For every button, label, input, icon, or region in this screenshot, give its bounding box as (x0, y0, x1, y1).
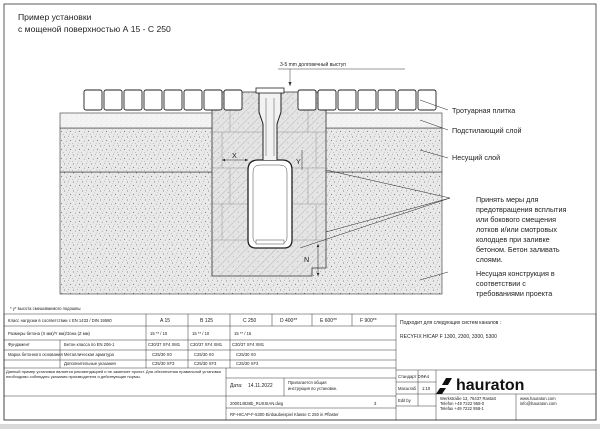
disclaimer-text: Данный пример установки является рекомендацией и не заменяет проект. Для обеспечения правильной установки необходимо соблюдать указания производителя и действующие нормы. (6, 369, 221, 379)
row-other-label: Дополнительные указания (64, 361, 116, 366)
title-line-2: с мощеной поверхностью А 15 - С 250 (18, 24, 171, 34)
date-value: 14.11.2022 (248, 383, 273, 389)
concrete-note-5: колодцев при заливке (476, 235, 550, 244)
class-d400: D 400** (280, 318, 298, 324)
brand-address-5: info@hauraton.com (520, 401, 557, 406)
applicable-heading: Подходит для следующих систем каналов : (400, 320, 502, 326)
class-e600: E 600** (320, 318, 337, 324)
bar-c250: C25/30 XF3 (236, 361, 259, 366)
concrete-note-4: лотков и/или смотровых (476, 225, 557, 234)
concrete-note-3: или бокового смещения (476, 215, 556, 224)
dims-a15: 15 ** / 10 (150, 331, 168, 336)
brand-address-3: Telefax +49 7222 958-1 (440, 406, 484, 411)
concrete-note-6: бетоном. Бетон заливать (476, 245, 560, 254)
concrete-note-2: предотвращения всплытия (476, 205, 567, 214)
dim-y-label: Y (296, 157, 301, 166)
drawing-name: RF-HICAP-F-5300 Einbaubeispiel Klasse C 250 in Pflaster (230, 412, 339, 417)
standard-label: Стандарт DIN (398, 374, 425, 379)
date-label: Дата: (230, 383, 243, 389)
brand-address-4: www.hauraton.com (520, 396, 556, 401)
standard-value: A4 (424, 374, 430, 379)
dims-b125: 15 ** / 10 (192, 331, 210, 336)
foundation-note-3: требованиями проекта (476, 289, 553, 298)
channel-grate (256, 88, 284, 93)
dims-head-label: Фундамент (8, 342, 30, 347)
author-label: Edit by (398, 398, 411, 403)
bar-a15: C25/30 XF3 (152, 361, 175, 366)
concrete-a15: C30/37 XF4 XM1 (148, 342, 181, 347)
brand-address-2: Telefon +49 7222 958-0 (440, 401, 485, 406)
concrete-b125: C30/37 XF4 XM1 (190, 342, 223, 347)
sheet-number: 3 (374, 401, 377, 406)
reinf-b125: C25/30 X0 (194, 352, 214, 357)
concrete-note-7: слоями. (476, 255, 503, 264)
row-bar-label: Металлическая арматура (64, 352, 114, 357)
class-b125: B 125 (200, 318, 214, 324)
label-base: Несущий слой (452, 153, 501, 162)
label-bedding: Подстилающий слой (452, 126, 522, 135)
drawing-number: 200014838b_RUSSIAN.dwg (230, 401, 284, 406)
class-c250: C 250 (243, 318, 257, 324)
row-concrete-label: Бетон класса по EN 206-1 (64, 342, 115, 347)
usage-note-2: инструкция по установке. (288, 386, 338, 391)
row-class-label: Класс нагрузки в соответствии с EN 1433 / DIN 19580 (8, 318, 112, 323)
dims-c250: 15 ** / 15 (234, 331, 252, 336)
bar-b125: C25/30 XF3 (194, 361, 217, 366)
concrete-c250: C30/37 XF4 XM1 (232, 342, 265, 347)
class-f900: F 900** (360, 318, 377, 324)
dim-n-label: N (304, 255, 310, 264)
scale-label: Масштаб (398, 386, 416, 391)
row-reinf-label: Марка бетонного основания (8, 352, 63, 357)
brand-address-1: Werkstraße 13, 76437 Rastatt (440, 396, 496, 401)
usage-note-1: Прилагается общая (288, 380, 327, 385)
foundation-note-1: Несущая конструкция в (476, 269, 555, 278)
class-a15: A 15 (160, 318, 171, 324)
applicable-systems: RECYFIX HICAP F 1300, 2300, 3300, 5300 (400, 334, 497, 340)
label-paving: Тротуарная плитка (452, 106, 516, 115)
cross-section (60, 88, 442, 294)
brand-name: hauraton (456, 377, 525, 394)
reinf-c250: C25/30 X0 (236, 352, 256, 357)
reinf-a15: C25/30 X0 (152, 352, 172, 357)
row-dims-label: Размеры бетона (X мм)/Y мм)/Зона (Z мм) (8, 331, 90, 336)
title-line-1: Пример установки (18, 12, 92, 22)
drainage-channel (248, 160, 292, 248)
dimension-note: 3-5 mm долговечный выступ (280, 62, 346, 68)
concrete-note (476, 195, 566, 264)
foundation-note-2: соответствии с (476, 279, 526, 288)
concrete-note-1: Принять меры для (476, 195, 539, 204)
footnote: * у* высота смешиваемого подошвы (10, 306, 81, 311)
scale-value: 1:10 (422, 386, 431, 391)
dim-x-label: X (232, 151, 237, 160)
